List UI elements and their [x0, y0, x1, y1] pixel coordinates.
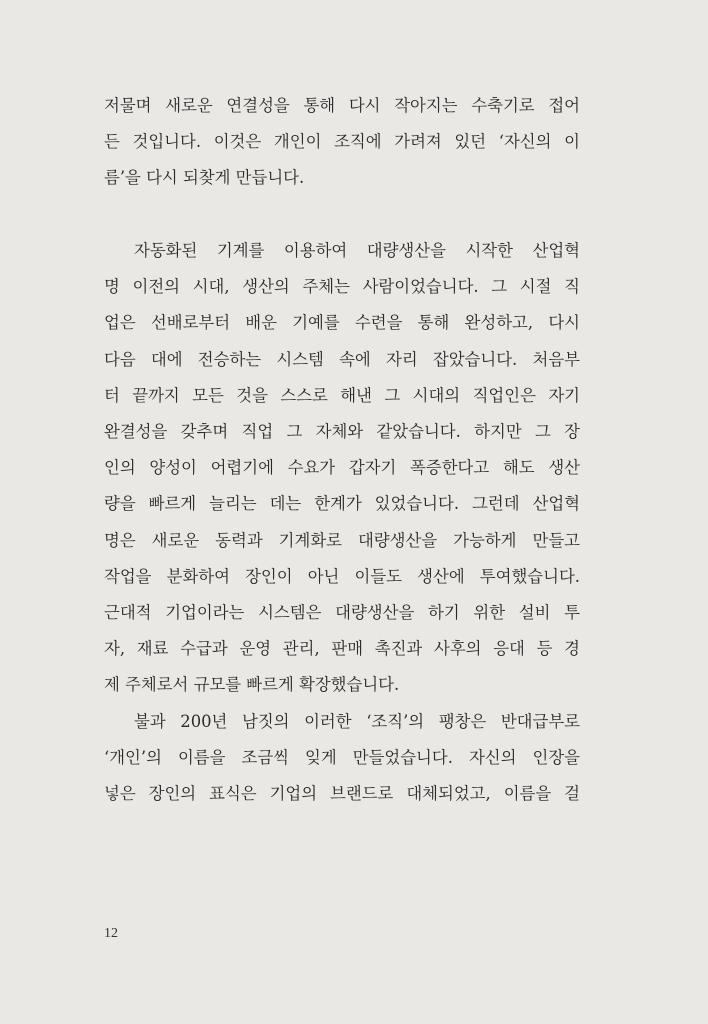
text-line: ‘개인’의 이름을 조금씩 잊게 만들었습니다. 자신의 인장을	[104, 748, 580, 768]
text-line: 터 끝까지 모든 것을 스스로 해낸 그 시대의 직업인은 자기	[104, 385, 580, 405]
text-line: 다음 대에 전승하는 시스템 속에 자리 잡았습니다. 처음부	[104, 349, 580, 369]
text-line: 명은 새로운 동력과 기계화로 대량생산을 가능하게 만들고	[104, 530, 580, 550]
text-line: 불과 200년 남짓의 이러한 ‘조직’의 팽창은 반대급부로	[134, 712, 580, 731]
text-line: 자동화된 기계를 이용하여 대량생산을 시작한 산업혁	[134, 241, 580, 260]
paragraph-2	[104, 233, 580, 703]
text-line: 넣은 장인의 표식은 기업의 브랜드로 대체되었고, 이름을 걸	[104, 784, 580, 804]
text-line: 완결성을 갖추며 직업 그 자체와 같았습니다. 하지만 그 장	[104, 421, 580, 441]
paragraph-3	[104, 704, 580, 813]
page-number: 12	[104, 926, 118, 941]
text-line: 업은 선배로부터 배운 기예를 수련을 통해 완성하고, 다시	[104, 313, 580, 333]
text-line: 량을 빠르게 늘리는 데는 한계가 있었습니다. 그런데 산업혁	[104, 494, 580, 514]
text-line: 인의 양성이 어렵기에 수요가 갑자기 폭증한다고 해도 생산	[104, 458, 580, 478]
text-line: 제 주체로서 규모를 빠르게 확장했습니다.	[104, 675, 400, 695]
text-line: 든 것입니다. 이것은 개인이 조직에 가려져 있던 ‘자신의 이	[104, 132, 580, 152]
paragraph-1	[104, 88, 580, 197]
text-line: 저물며 새로운 연결성을 통해 다시 작아지는 수축기로 접어	[104, 96, 580, 115]
text-line: 명 이전의 시대, 생산의 주체는 사람이었습니다. 그 시절 직	[104, 277, 580, 297]
text-line: 작업을 분화하여 장인이 아닌 이들도 생산에 투여했습니다.	[104, 566, 580, 586]
text-line: 름’을 다시 되찾게 만듭니다.	[104, 168, 305, 188]
text-line: 근대적 기업이라는 시스템은 대량생산을 하기 위한 설비 투	[104, 602, 580, 622]
text-line: 자, 재료 수급과 운영 관리, 판매 촉진과 사후의 응대 등 경	[104, 639, 580, 659]
